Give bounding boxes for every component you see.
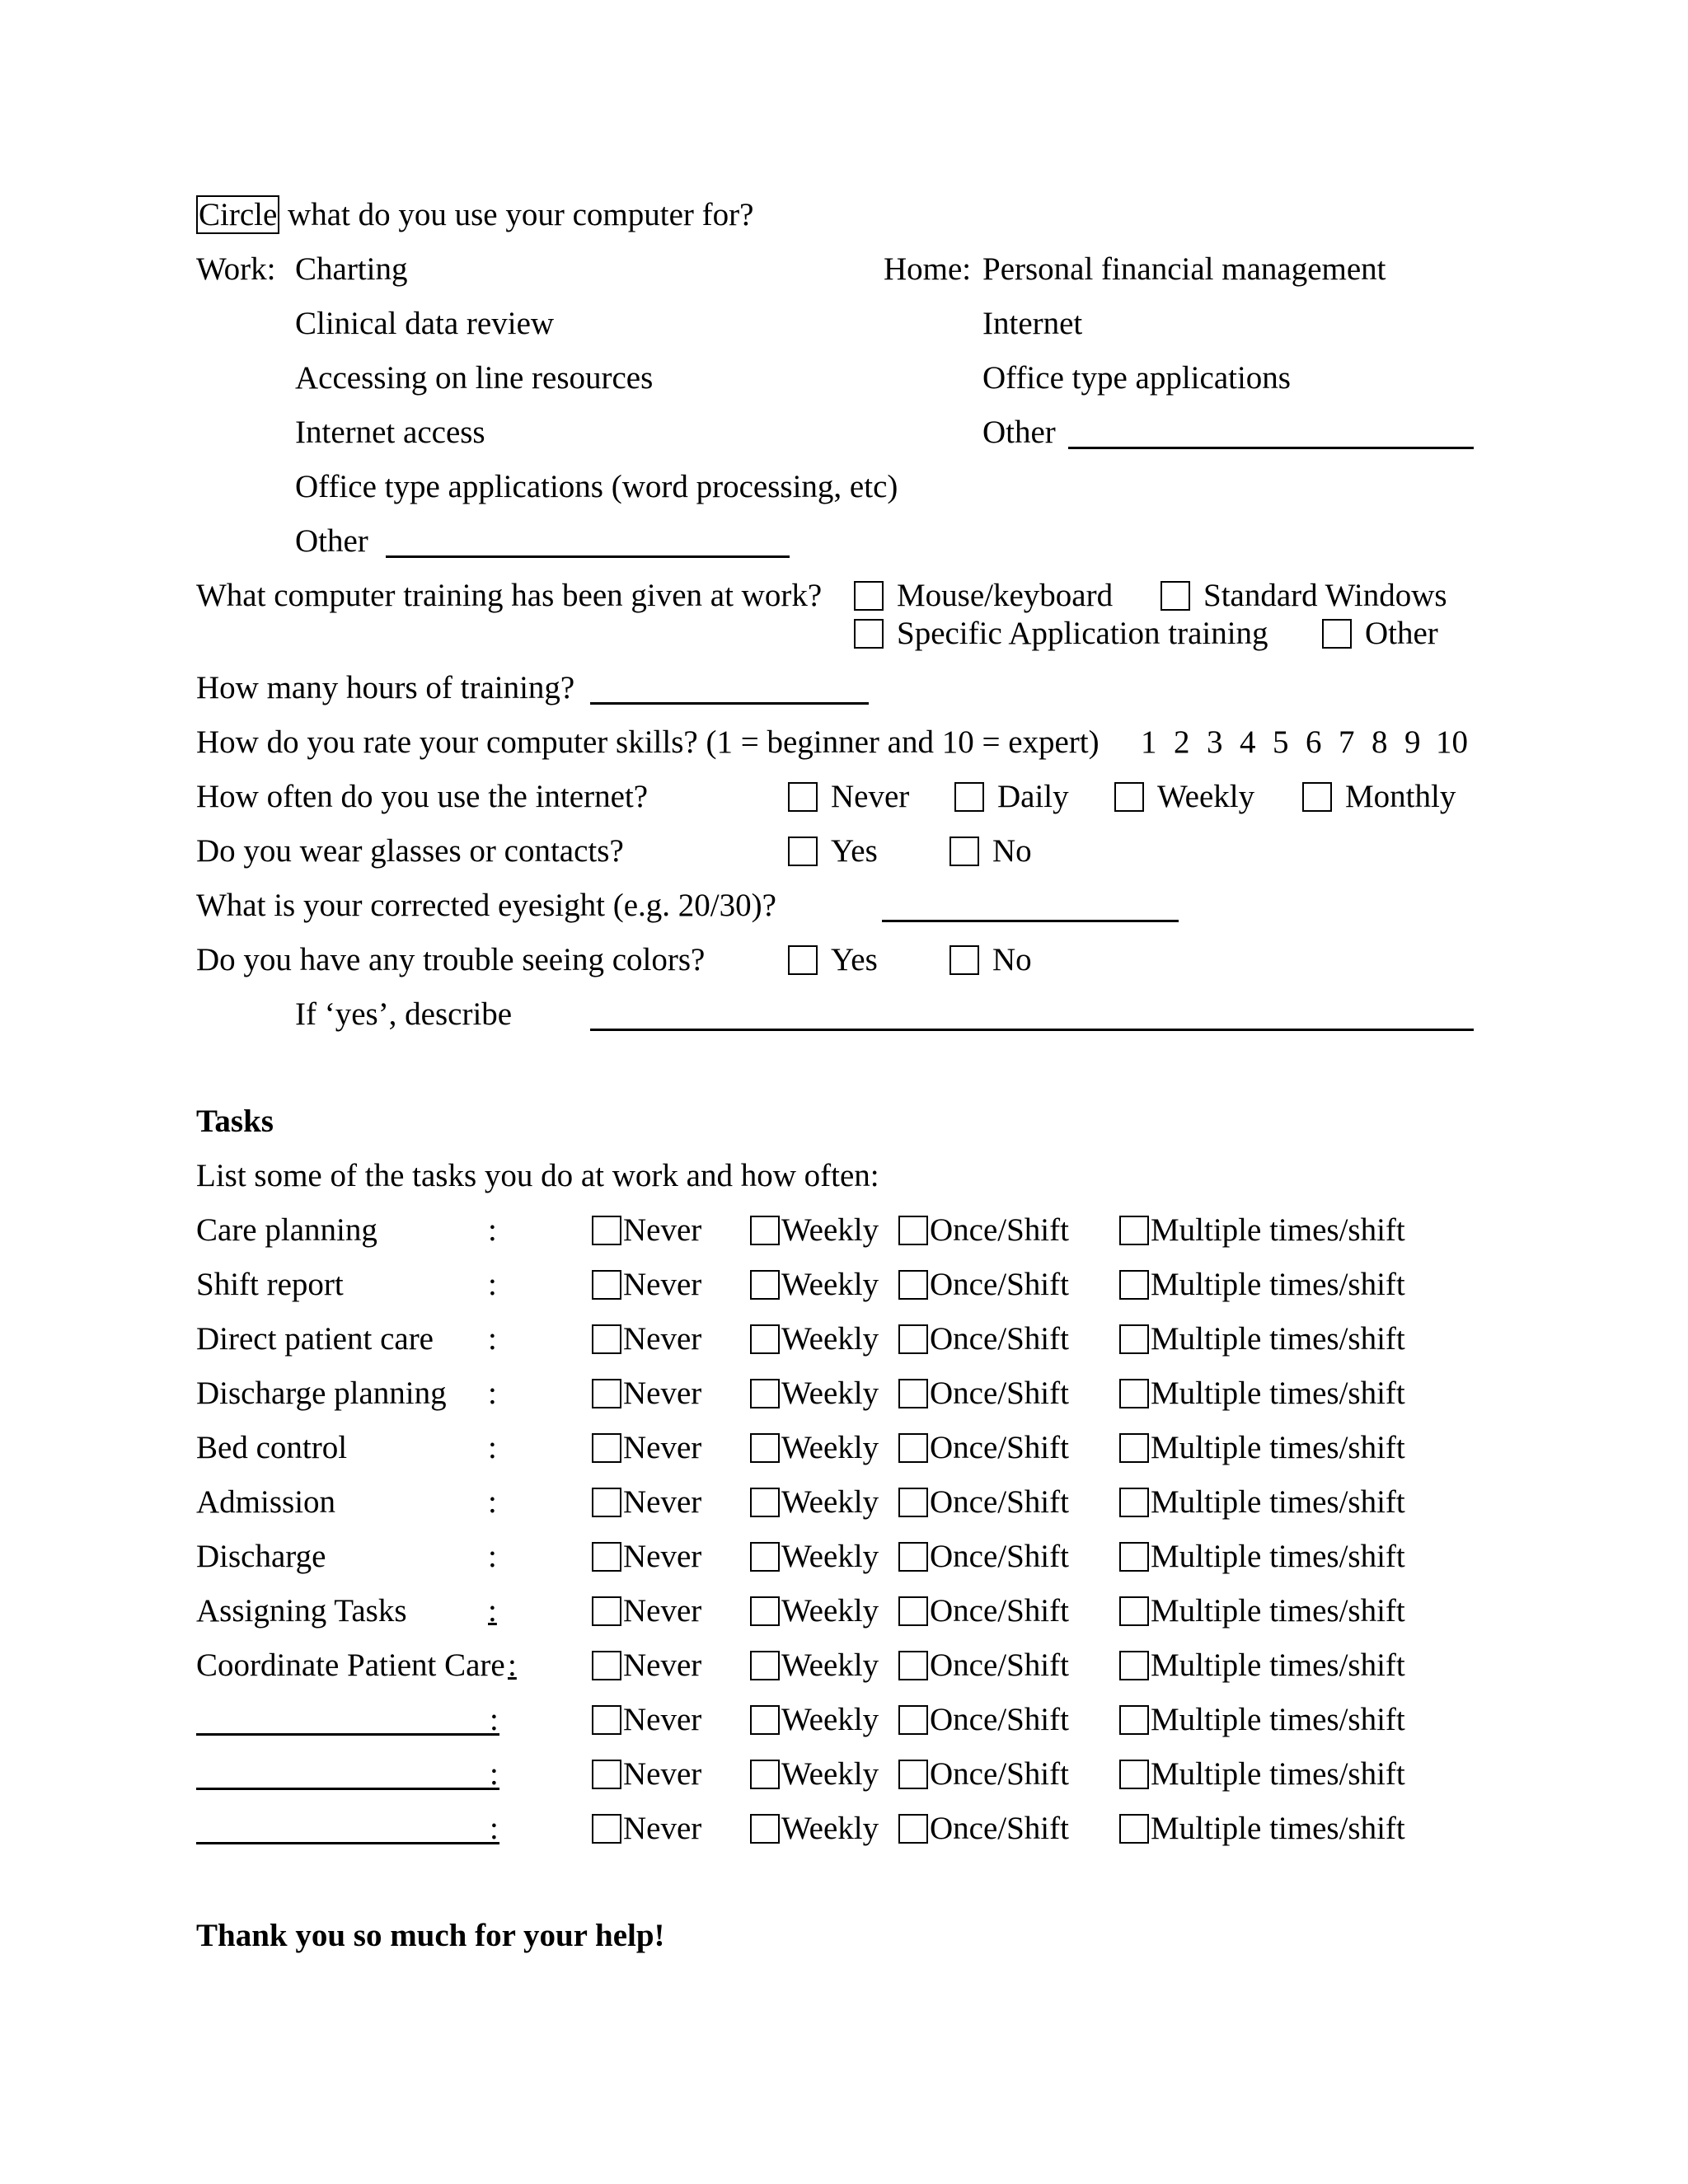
checkbox-colors-no[interactable] <box>950 945 979 975</box>
checkbox-task-never[interactable] <box>592 1379 621 1408</box>
checkbox-task-never[interactable] <box>592 1651 621 1680</box>
checkbox-task-never[interactable] <box>592 1433 621 1463</box>
task-option-once-shift: Once/Shift <box>930 1593 1069 1629</box>
task-option-once-shift: Once/Shift <box>930 1321 1069 1357</box>
eyesight-question: What is your corrected eyesight (e.g. 20/30)? <box>196 888 776 923</box>
home-other-blank[interactable] <box>1068 447 1474 449</box>
task-row-colon: : <box>488 1484 497 1520</box>
glasses-option-yes: Yes <box>831 833 878 869</box>
task-row-colon: : <box>490 1702 499 1737</box>
task-option-never: Never <box>623 1702 702 1737</box>
checkbox-glasses-no[interactable] <box>950 837 979 866</box>
closing-message: Thank you so much for your help! <box>196 1918 665 1953</box>
task-option-once-shift: Once/Shift <box>930 1267 1069 1302</box>
task-option-never: Never <box>623 1756 702 1792</box>
task-option-never: Never <box>623 1376 702 1411</box>
checkbox-task-never[interactable] <box>592 1216 621 1245</box>
checkbox-internet-monthly[interactable] <box>1302 782 1332 812</box>
internet-option-daily: Daily <box>997 779 1069 814</box>
training-option-windows: Standard Windows <box>1203 578 1447 613</box>
skills-scale-9[interactable]: 9 <box>1404 724 1421 760</box>
task-option-once-shift: Once/Shift <box>930 1484 1069 1520</box>
task-option-once-shift: Once/Shift <box>930 1376 1069 1411</box>
task-option-once-shift: Once/Shift <box>930 1212 1069 1248</box>
task-option-multiple: Multiple times/shift <box>1151 1756 1405 1792</box>
training-option-other: Other <box>1365 616 1438 651</box>
checkbox-task-once-shift[interactable] <box>898 1651 928 1680</box>
task-option-multiple: Multiple times/shift <box>1151 1484 1405 1520</box>
checkbox-task-multiple[interactable] <box>1119 1379 1149 1408</box>
tasks-intro: List some of the tasks you do at work and how often: <box>196 1158 879 1193</box>
training-option-specific: Specific Application training <box>897 616 1268 651</box>
checkbox-task-multiple[interactable] <box>1119 1488 1149 1517</box>
task-option-once-shift: Once/Shift <box>930 1811 1069 1846</box>
checkbox-internet-weekly[interactable] <box>1114 782 1144 812</box>
eyesight-blank[interactable] <box>882 920 1179 922</box>
task-option-weekly: Weekly <box>781 1756 879 1792</box>
task-option-weekly: Weekly <box>781 1267 879 1302</box>
work-item-clinical-data[interactable]: Clinical data review <box>295 306 555 341</box>
internet-option-weekly: Weekly <box>1157 779 1255 814</box>
checkbox-task-multiple[interactable] <box>1119 1270 1149 1300</box>
work-item-other[interactable]: Other <box>295 523 368 559</box>
skills-scale-8[interactable]: 8 <box>1372 724 1388 760</box>
checkbox-training-other[interactable] <box>1322 619 1352 649</box>
task-row-label: Shift report <box>196 1267 344 1302</box>
checkbox-task-multiple[interactable] <box>1119 1651 1149 1680</box>
colors-option-no: No <box>992 942 1032 977</box>
skills-scale-10[interactable]: 10 <box>1436 724 1468 760</box>
task-row-label: Discharge planning <box>196 1376 447 1411</box>
colors-describe-blank[interactable] <box>590 1029 1474 1031</box>
checkbox-task-once-shift[interactable] <box>898 1488 928 1517</box>
skills-scale-3[interactable]: 3 <box>1207 724 1223 760</box>
work-item-online-resources[interactable]: Accessing on line resources <box>295 360 654 396</box>
internet-option-never: Never <box>831 779 910 814</box>
task-row-colon: : <box>490 1811 499 1846</box>
checkbox-task-multiple[interactable] <box>1119 1705 1149 1735</box>
task-row-label: Admission <box>196 1484 336 1520</box>
task-row-colon: : <box>488 1539 497 1574</box>
task-option-once-shift: Once/Shift <box>930 1430 1069 1465</box>
work-item-office[interactable]: Office type applications (word processing, etc) <box>295 469 898 504</box>
checkbox-colors-yes[interactable] <box>788 945 818 975</box>
task-option-multiple: Multiple times/shift <box>1151 1702 1405 1737</box>
checkbox-task-multiple[interactable] <box>1119 1814 1149 1844</box>
colors-question: Do you have any trouble seeing colors? <box>196 942 706 977</box>
task-row-label: Bed control <box>196 1430 348 1465</box>
task-row-colon: : <box>488 1267 497 1302</box>
task-row-colon: : <box>488 1212 497 1248</box>
checkbox-task-never[interactable] <box>592 1705 621 1735</box>
checkbox-task-multiple[interactable] <box>1119 1433 1149 1463</box>
checkbox-task-multiple[interactable] <box>1119 1596 1149 1626</box>
task-option-weekly: Weekly <box>781 1593 879 1629</box>
task-option-weekly: Weekly <box>781 1430 879 1465</box>
circle-instruction: Circle <box>196 195 279 234</box>
home-item-other[interactable]: Other <box>982 415 1056 450</box>
skills-question: How do you rate your computer skills? (1 = beginner and 10 = expert) <box>196 724 1100 760</box>
checkbox-task-weekly[interactable] <box>750 1760 780 1789</box>
task-option-multiple: Multiple times/shift <box>1151 1539 1405 1574</box>
checkbox-task-weekly[interactable] <box>750 1596 780 1626</box>
task-option-never: Never <box>623 1484 702 1520</box>
home-label: Home: <box>884 251 972 287</box>
task-option-never: Never <box>623 1212 702 1248</box>
home-item-finance[interactable]: Personal financial management <box>982 251 1386 287</box>
task-option-multiple: Multiple times/shift <box>1151 1212 1405 1248</box>
task-option-weekly: Weekly <box>781 1484 879 1520</box>
task-row-label: Care planning <box>196 1212 377 1248</box>
checkbox-task-never[interactable] <box>592 1596 621 1626</box>
checkbox-task-never[interactable] <box>592 1324 621 1354</box>
task-row-label: Coordinate Patient Care <box>196 1647 505 1683</box>
checkbox-task-once-shift[interactable] <box>898 1596 928 1626</box>
task-option-never: Never <box>623 1267 702 1302</box>
tasks-heading: Tasks <box>196 1104 274 1139</box>
task-row-label: Assigning Tasks <box>196 1593 407 1629</box>
usage-question-text: what do you use your computer for? <box>279 197 754 232</box>
usage-question <box>196 196 753 234</box>
task-option-once-shift: Once/Shift <box>930 1647 1069 1683</box>
checkbox-task-weekly[interactable] <box>750 1814 780 1844</box>
checkbox-task-never[interactable] <box>592 1542 621 1572</box>
task-row-colon: : <box>488 1593 497 1629</box>
checkbox-task-once-shift[interactable] <box>898 1814 928 1844</box>
glasses-option-no: No <box>992 833 1032 869</box>
work-item-charting[interactable]: Charting <box>295 251 408 287</box>
checkbox-task-never[interactable] <box>592 1488 621 1517</box>
checkbox-internet-never[interactable] <box>788 782 818 812</box>
checkbox-task-weekly[interactable] <box>750 1324 780 1354</box>
task-blank-name[interactable] <box>196 1788 499 1790</box>
task-option-multiple: Multiple times/shift <box>1151 1321 1405 1357</box>
checkbox-task-never[interactable] <box>592 1270 621 1300</box>
task-option-never: Never <box>623 1811 702 1846</box>
task-option-weekly: Weekly <box>781 1539 879 1574</box>
checkbox-task-weekly[interactable] <box>750 1433 780 1463</box>
home-item-office[interactable]: Office type applications <box>982 360 1291 396</box>
task-row-label: Discharge <box>196 1539 326 1574</box>
skills-scale-7[interactable]: 7 <box>1339 724 1355 760</box>
colors-describe-label: If ‘yes’, describe <box>295 996 513 1032</box>
checkbox-task-once-shift[interactable] <box>898 1324 928 1354</box>
task-option-once-shift: Once/Shift <box>930 1756 1069 1792</box>
task-option-weekly: Weekly <box>781 1376 879 1411</box>
checkbox-task-weekly[interactable] <box>750 1488 780 1517</box>
task-row-label: Direct patient care <box>196 1321 434 1357</box>
checkbox-task-weekly[interactable] <box>750 1651 780 1680</box>
checkbox-task-never[interactable] <box>592 1760 621 1789</box>
task-option-never: Never <box>623 1539 702 1574</box>
task-option-multiple: Multiple times/shift <box>1151 1647 1405 1683</box>
hours-blank[interactable] <box>590 702 869 705</box>
task-option-multiple: Multiple times/shift <box>1151 1267 1405 1302</box>
checkbox-training-mouse[interactable] <box>854 581 884 611</box>
checkbox-task-weekly[interactable] <box>750 1379 780 1408</box>
checkbox-task-multiple[interactable] <box>1119 1760 1149 1789</box>
checkbox-task-once-shift[interactable] <box>898 1542 928 1572</box>
task-row-colon: : <box>488 1376 497 1411</box>
checkbox-task-once-shift[interactable] <box>898 1760 928 1789</box>
checkbox-task-multiple[interactable] <box>1119 1542 1149 1572</box>
glasses-question: Do you wear glasses or contacts? <box>196 833 624 869</box>
task-option-multiple: Multiple times/shift <box>1151 1811 1405 1846</box>
checkbox-task-never[interactable] <box>592 1814 621 1844</box>
task-option-never: Never <box>623 1647 702 1683</box>
work-other-blank[interactable] <box>386 555 790 558</box>
checkbox-task-once-shift[interactable] <box>898 1216 928 1245</box>
checkbox-task-once-shift[interactable] <box>898 1270 928 1300</box>
task-row-colon: : <box>490 1756 499 1792</box>
checkbox-internet-daily[interactable] <box>954 782 984 812</box>
task-option-weekly: Weekly <box>781 1702 879 1737</box>
skills-scale-4[interactable]: 4 <box>1240 724 1256 760</box>
home-item-internet[interactable]: Internet <box>982 306 1083 341</box>
training-question: What computer training has been given at work? <box>196 578 823 613</box>
checkbox-task-weekly[interactable] <box>750 1216 780 1245</box>
task-blank-name[interactable] <box>196 1733 499 1736</box>
skills-scale-5[interactable]: 5 <box>1273 724 1289 760</box>
task-option-multiple: Multiple times/shift <box>1151 1430 1405 1465</box>
skills-scale-6[interactable]: 6 <box>1306 724 1322 760</box>
hours-question: How many hours of training? <box>196 670 575 705</box>
work-item-internet[interactable]: Internet access <box>295 415 485 450</box>
colors-option-yes: Yes <box>831 942 878 977</box>
task-row-colon: : <box>488 1430 497 1465</box>
task-option-once-shift: Once/Shift <box>930 1539 1069 1574</box>
task-blank-name[interactable] <box>196 1842 499 1844</box>
checkbox-task-once-shift[interactable] <box>898 1433 928 1463</box>
checkbox-task-once-shift[interactable] <box>898 1379 928 1408</box>
skills-scale-1[interactable]: 1 <box>1141 724 1157 760</box>
task-option-multiple: Multiple times/shift <box>1151 1593 1405 1629</box>
checkbox-task-weekly[interactable] <box>750 1542 780 1572</box>
task-row-colon: : <box>488 1321 497 1357</box>
task-option-weekly: Weekly <box>781 1321 879 1357</box>
checkbox-task-weekly[interactable] <box>750 1270 780 1300</box>
internet-question: How often do you use the internet? <box>196 779 649 814</box>
checkbox-glasses-yes[interactable] <box>788 837 818 866</box>
checkbox-training-windows[interactable] <box>1160 581 1190 611</box>
task-option-weekly: Weekly <box>781 1212 879 1248</box>
task-row-colon: : <box>508 1647 517 1683</box>
checkbox-task-multiple[interactable] <box>1119 1324 1149 1354</box>
task-option-multiple: Multiple times/shift <box>1151 1376 1405 1411</box>
task-option-weekly: Weekly <box>781 1811 879 1846</box>
checkbox-task-multiple[interactable] <box>1119 1216 1149 1245</box>
skills-scale-2[interactable]: 2 <box>1174 724 1190 760</box>
task-option-weekly: Weekly <box>781 1647 879 1683</box>
task-option-never: Never <box>623 1430 702 1465</box>
training-option-mouse: Mouse/keyboard <box>897 578 1114 613</box>
task-option-once-shift: Once/Shift <box>930 1702 1069 1737</box>
checkbox-task-once-shift[interactable] <box>898 1705 928 1735</box>
task-option-never: Never <box>623 1321 702 1357</box>
task-option-never: Never <box>623 1593 702 1629</box>
work-label: Work: <box>196 251 276 287</box>
checkbox-task-weekly[interactable] <box>750 1705 780 1735</box>
internet-option-monthly: Monthly <box>1345 779 1456 814</box>
checkbox-training-specific[interactable] <box>854 619 884 649</box>
